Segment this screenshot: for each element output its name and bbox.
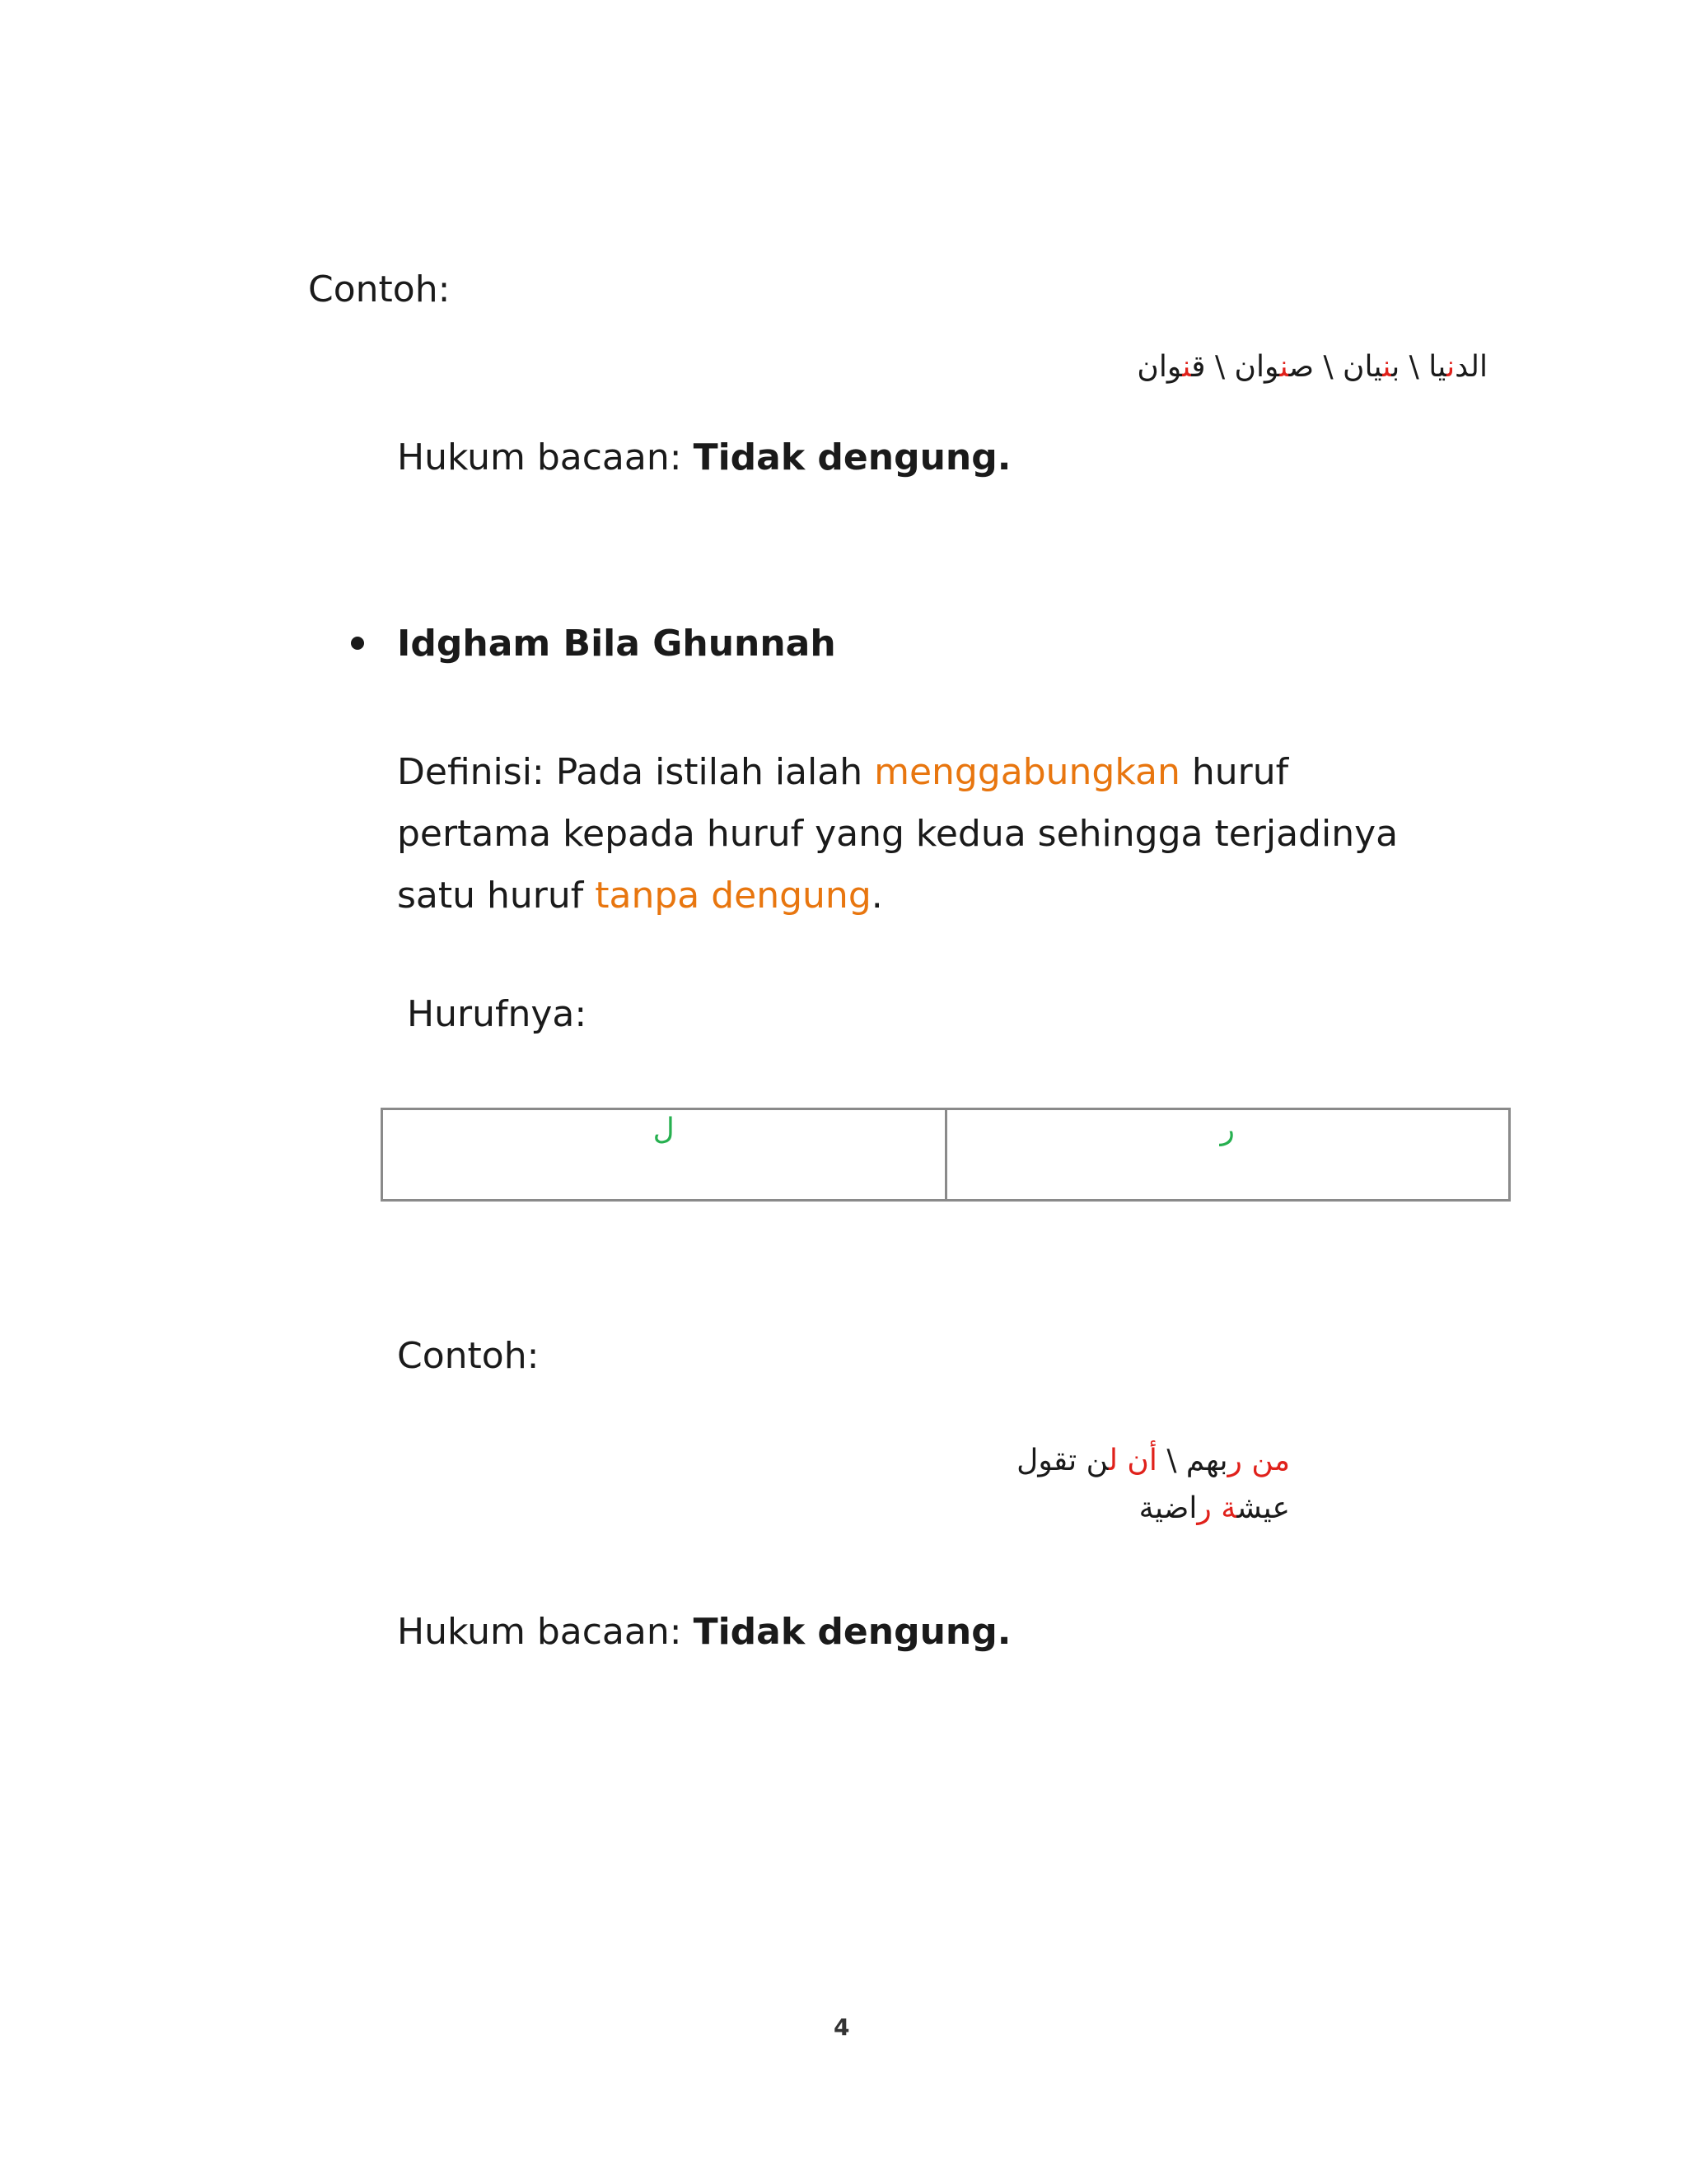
ruling-line-1 bbox=[397, 436, 1012, 478]
arabic-line-1-part: ل bbox=[1109, 1444, 1118, 1477]
arabic-line-1-part: ر bbox=[1227, 1444, 1242, 1477]
arabic-line-2-part: اضية bbox=[1138, 1491, 1198, 1525]
arabic-line-1-part: من bbox=[1251, 1444, 1290, 1477]
ruling-value-1: Tidak dengung. bbox=[693, 436, 1012, 478]
arabic-line-1-part: بهم \ bbox=[1157, 1444, 1228, 1477]
page-number: 4 bbox=[834, 2014, 850, 2041]
arabic-word-part: وان bbox=[1234, 350, 1280, 384]
letter-ra: ر bbox=[1220, 1113, 1235, 1146]
arabic-word-part: ب bbox=[1391, 350, 1400, 384]
arabic-word-part: وان bbox=[1137, 350, 1183, 384]
arabic-word-part: ن bbox=[1382, 350, 1392, 384]
arabic-line-1-part bbox=[1242, 1444, 1251, 1477]
example-heading-2: Contoh: bbox=[397, 1335, 540, 1377]
arabic-line-1-part: أن bbox=[1127, 1444, 1157, 1477]
letter-lam: ل bbox=[652, 1113, 675, 1146]
arabic-word-part: يا bbox=[1428, 350, 1447, 384]
definition-highlight-no-nasal: tanpa dengung bbox=[595, 875, 872, 917]
arabic-word bbox=[1235, 350, 1315, 384]
separator: \ bbox=[1314, 350, 1344, 384]
arabic-word bbox=[1343, 350, 1400, 384]
arabic-line-2-part: ة bbox=[1221, 1491, 1237, 1525]
arabic-word bbox=[1428, 350, 1488, 384]
arabic-word-part: ص bbox=[1288, 350, 1315, 384]
arabic-word-part: الد bbox=[1455, 350, 1488, 384]
definition-suffix: . bbox=[871, 875, 883, 917]
arabic-line-2-part: ر bbox=[1197, 1491, 1212, 1525]
arabic-examples-1 bbox=[1137, 352, 1488, 382]
ruling-label-2: Hukum bacaan: bbox=[397, 1611, 682, 1653]
arabic-word-part: ن bbox=[1182, 350, 1192, 384]
separator: \ bbox=[1400, 350, 1429, 384]
arabic-word-part: ن bbox=[1279, 350, 1289, 384]
letter-cell-lam bbox=[383, 1110, 945, 1199]
arabic-line-2-part bbox=[1212, 1491, 1221, 1525]
section-title: Idgham Bila Ghunnah bbox=[397, 623, 836, 665]
arabic-word-part: ن bbox=[1446, 350, 1456, 384]
definition-middle: huruf pertama kepada huruf yang kedua sehingga terjadinya satu huruf bbox=[397, 751, 1399, 917]
arabic-example-line-1 bbox=[1016, 1446, 1290, 1476]
separator: \ bbox=[1205, 350, 1235, 384]
arabic-example-line-2 bbox=[1138, 1491, 1290, 1525]
letter-cell-ra bbox=[945, 1110, 1509, 1199]
arabic-word-part: يان bbox=[1343, 350, 1383, 384]
arabic-word-part: ق bbox=[1191, 350, 1206, 384]
letters-table bbox=[381, 1108, 1511, 1202]
definition-paragraph bbox=[397, 741, 1451, 926]
ruling-value-2: Tidak dengung. bbox=[693, 1611, 1012, 1653]
ruling-line-2 bbox=[397, 1611, 1012, 1653]
definition-prefix: Definisi: Pada istilah ialah bbox=[397, 751, 875, 793]
bullet-icon bbox=[351, 637, 364, 650]
definition-highlight-merge: menggabungkan bbox=[874, 751, 1180, 793]
arabic-word bbox=[1137, 350, 1205, 384]
arabic-line-1-part: ن تقول bbox=[1016, 1444, 1109, 1477]
letters-heading: Hurufnya: bbox=[407, 993, 587, 1035]
ruling-label-1: Hukum bacaan: bbox=[397, 436, 682, 478]
arabic-line-1-part bbox=[1118, 1444, 1127, 1477]
arabic-line-2-part: عيش bbox=[1236, 1491, 1290, 1525]
example-heading-1: Contoh: bbox=[308, 268, 451, 310]
